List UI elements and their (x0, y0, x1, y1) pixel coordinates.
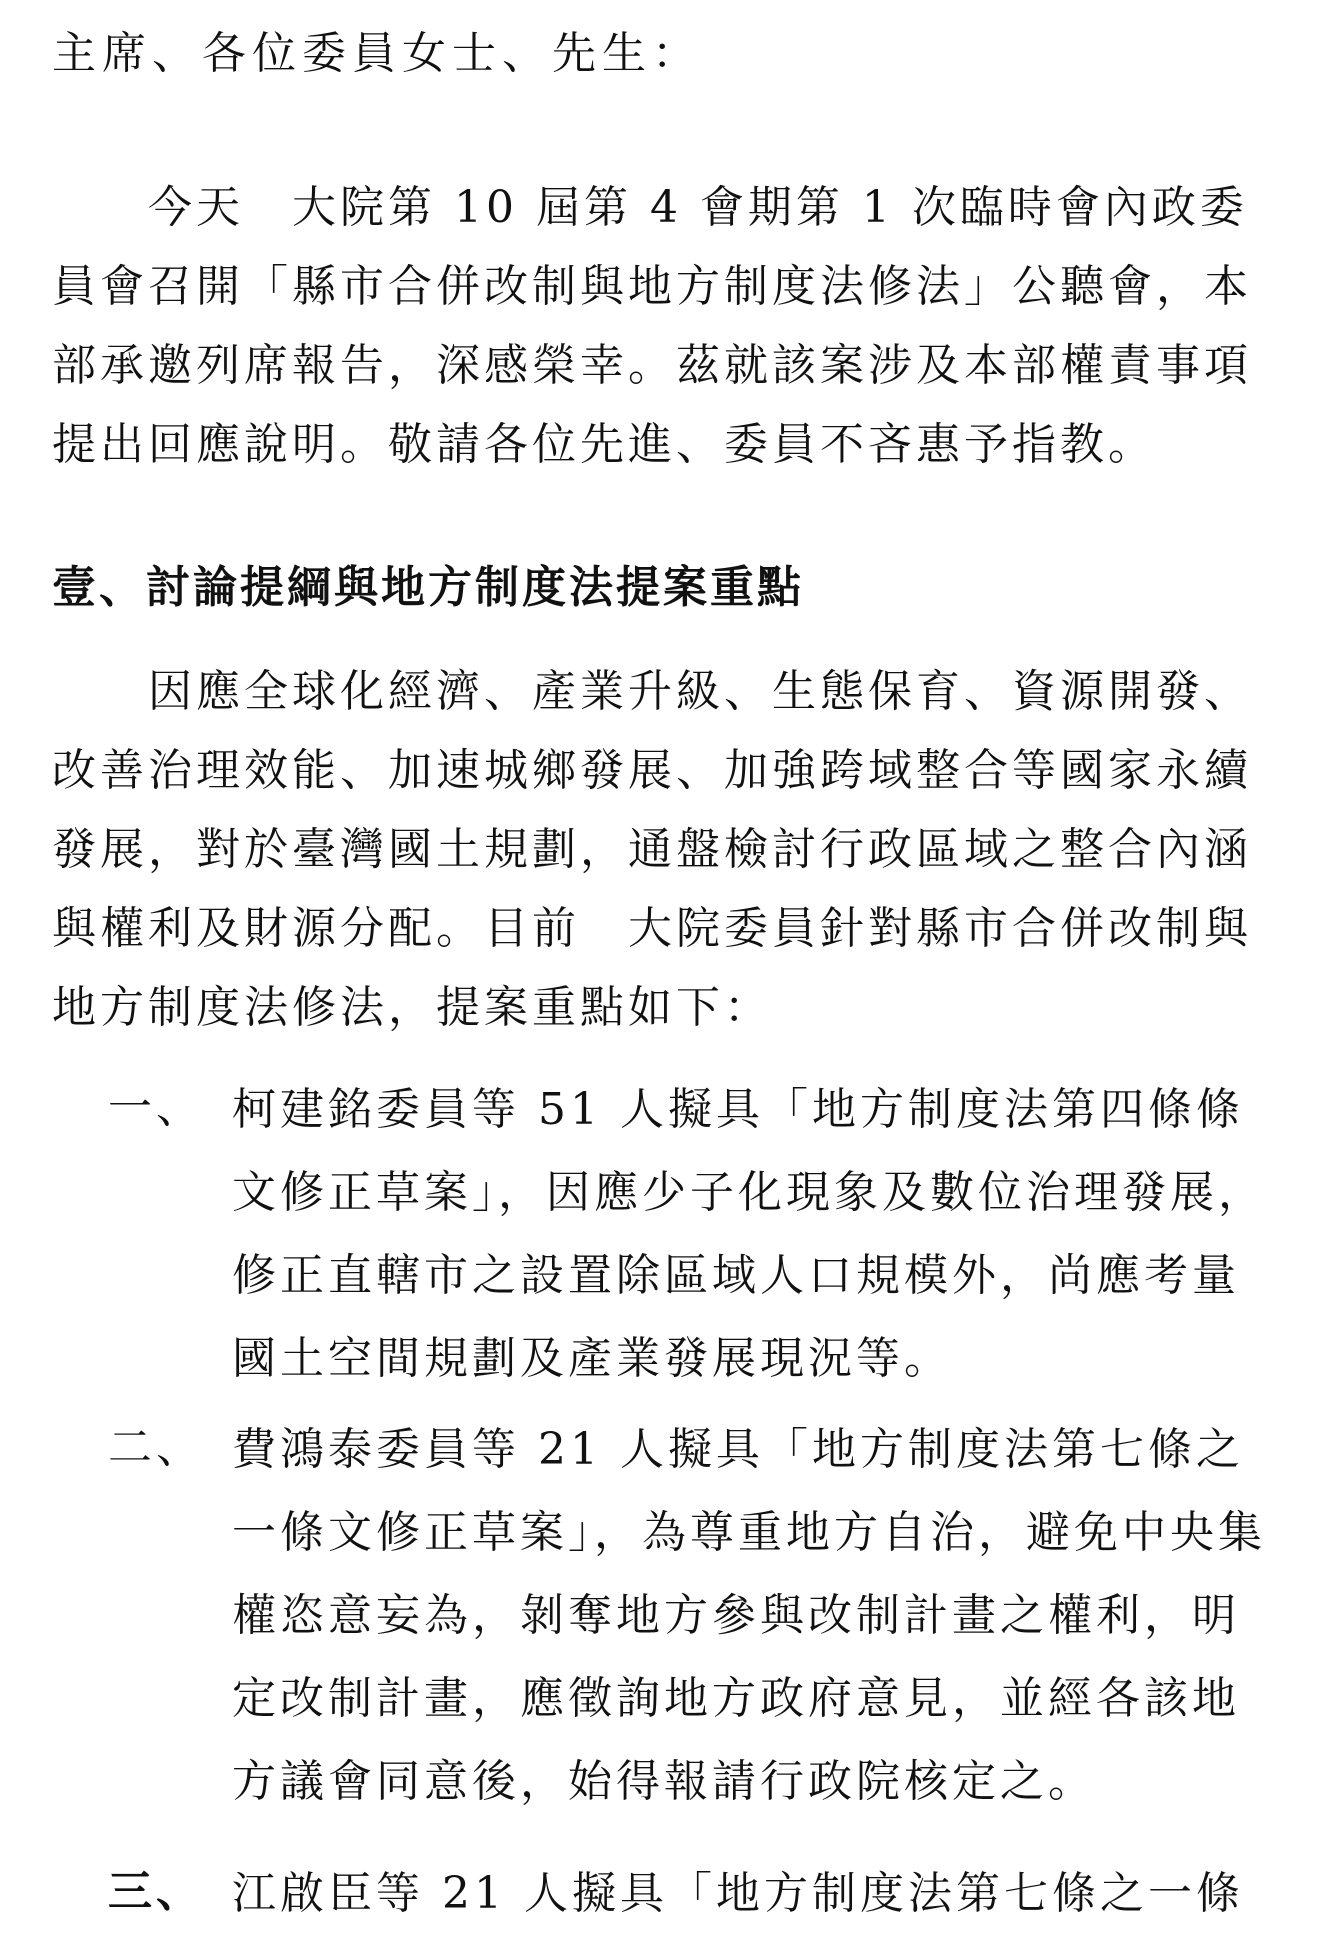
list-item-line: 定改制計畫，應徵詢地方政府意見，並經各該地 (232, 1673, 1240, 1724)
section-paragraph (52, 652, 1282, 1047)
list-item-number: 二、 (108, 1422, 204, 1473)
list-item-number: 三、 (108, 1866, 204, 1917)
paragraph-line: 與權利及財源分配。目前 大院委員針對縣市合併改制與 (52, 903, 1252, 954)
list-item-line: 柯建銘委員等 51 人擬具「地方制度法第四條條 (232, 1084, 1244, 1135)
list-item-line: 修正直轄市之設置除區域人口規模外，尚應考量 (232, 1250, 1240, 1301)
list-item-line: 費鴻泰委員等 21 人擬具「地方制度法第七條之 (232, 1424, 1244, 1475)
paragraph-line: 發展，對於臺灣國土規劃，通盤檢討行政區域之整合內涵 (52, 824, 1252, 875)
list-item-line: 一條文修正草案」，為尊重地方自治，避免中央集 (232, 1507, 1266, 1558)
salutation: 主席、各位委員女士、先生： (52, 28, 702, 79)
list-item-number: 一、 (108, 1082, 204, 1133)
section-heading: 壹、討論提綱與地方制度法提案重點 (52, 562, 804, 613)
list-item-text (232, 1408, 1266, 1823)
list-item-text (232, 1068, 1266, 1400)
list-item-line: 方議會同意後，始得報請行政院核定之。 (232, 1756, 1096, 1807)
intro-line: 部承邀列席報告，深感榮幸。茲就該案涉及本部權責事項 (52, 340, 1252, 391)
list-item-line: 國土空間規劃及產業發展現況等。 (232, 1333, 952, 1384)
list-item-line: 文修正草案」，因應少子化現象及數位治理發展， (232, 1167, 1266, 1218)
intro-line: 員會召開「縣市合併改制與地方制度法修法」公聽會，本 (52, 261, 1252, 312)
list-item-line: 江啟臣等 21 人擬具「地方制度法第七條之一條 (232, 1868, 1244, 1919)
intro-line: 提出回應說明。敬請各位先進、委員不吝惠予指教。 (52, 419, 1156, 470)
paragraph-line: 改善治理效能、加速城鄉發展、加強跨域整合等國家永續 (52, 745, 1252, 796)
list-item-line: 權恣意妄為，剝奪地方參與改制計畫之權利，明 (232, 1590, 1240, 1641)
intro-line: 今天 大院第 10 屆第 4 會期第 1 次臨時會內政委 (148, 182, 1248, 233)
intro-paragraph (52, 168, 1282, 484)
paragraph-line: 地方制度法修法，提案重點如下： (52, 982, 772, 1033)
list-item-text (232, 1852, 1244, 1935)
paragraph-line: 因應全球化經濟、產業升級、生態保育、資源開發、 (148, 666, 1252, 717)
